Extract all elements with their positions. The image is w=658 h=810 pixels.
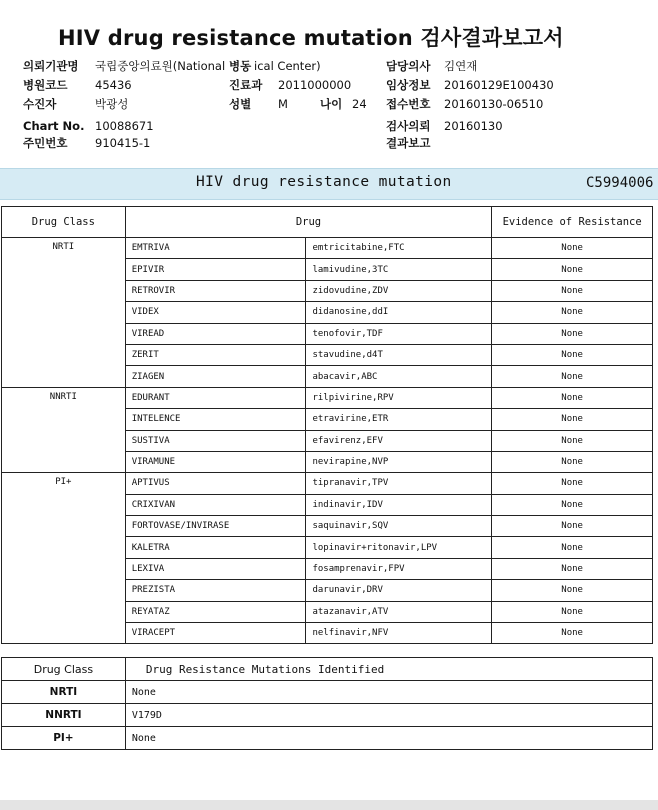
drug-generic-cell: zidovudine,ZDV — [306, 280, 492, 301]
mutation-class-cell: NNRTI — [2, 704, 126, 727]
drug-generic-cell: tipranavir,TPV — [306, 473, 492, 494]
mutation-row — [2, 727, 653, 750]
evidence-cell: None — [492, 494, 653, 515]
evidence-cell: None — [492, 580, 653, 601]
mutation-value-cell: None — [125, 727, 652, 750]
footer-bar — [0, 800, 658, 810]
drug-generic-cell: indinavir,IDV — [306, 494, 492, 515]
drug-generic-cell: darunavir,DRV — [306, 580, 492, 601]
drug-generic-cell: etravirine,ETR — [306, 409, 492, 430]
hospital-code-value: 45436 — [95, 78, 132, 92]
evidence-cell: None — [492, 387, 653, 408]
drug-generic-cell: abacavir,ABC — [306, 366, 492, 387]
evidence-cell: None — [492, 537, 653, 558]
drug-generic-cell: stavudine,d4T — [306, 344, 492, 365]
drug-brand-cell: VIREAD — [125, 323, 306, 344]
drug-generic-cell: lopinavir+ritonavir,LPV — [306, 537, 492, 558]
drug-generic-cell: efavirenz,EFV — [306, 430, 492, 451]
ward-label: 병동 — [229, 59, 252, 73]
header-evidence: Evidence of Resistance — [492, 207, 653, 238]
mutation-table — [1, 657, 653, 750]
mutation-table-header-row — [2, 658, 653, 681]
drug-class-cell: PI+ — [2, 473, 126, 644]
mut-header-drug-class: Drug Class — [2, 658, 126, 681]
drug-generic-cell: lamivudine,3TC — [306, 259, 492, 280]
drug-brand-cell: EPIVIR — [125, 259, 306, 280]
institution-label: 의뢰기관명 — [23, 59, 79, 73]
drug-generic-cell: saquinavir,SQV — [306, 516, 492, 537]
evidence-cell: None — [492, 473, 653, 494]
evidence-cell: None — [492, 238, 653, 259]
hospital-code-label: 병원코드 — [23, 78, 68, 92]
drug-table-header-row — [2, 207, 653, 238]
institution-value: 국립중앙의료원(National — [95, 59, 226, 73]
physician-value: 김연재 — [444, 59, 478, 73]
sex-label: 성별 — [229, 97, 252, 111]
resident-no-value: 910415-1 — [95, 136, 151, 150]
sample-id: C5994006 — [586, 175, 654, 191]
evidence-cell: None — [492, 366, 653, 387]
department-value: 2011000000 — [278, 78, 352, 92]
evidence-cell: None — [492, 516, 653, 537]
drug-generic-cell: atazanavir,ATV — [306, 601, 492, 622]
mutation-row — [2, 681, 653, 704]
report-label: 결과보고 — [386, 136, 431, 150]
drug-generic-cell: nevirapine,NVP — [306, 451, 492, 472]
drug-brand-cell: RETROVIR — [125, 280, 306, 301]
drug-brand-cell: EMTRIVA — [125, 238, 306, 259]
request-value: 20160130 — [444, 119, 503, 133]
drug-class-cell: NNRTI — [2, 387, 126, 473]
chart-no-value: 10088671 — [95, 119, 154, 133]
drug-brand-cell: INTELENCE — [125, 409, 306, 430]
drug-brand-cell: KALETRA — [125, 537, 306, 558]
report-title: HIV drug resistance mutation 검사결과보고서 — [58, 26, 564, 50]
evidence-cell: None — [492, 280, 653, 301]
drug-brand-cell: CRIXIVAN — [125, 494, 306, 515]
mutation-class-cell: NRTI — [2, 681, 126, 704]
drug-brand-cell: ZIAGEN — [125, 366, 306, 387]
evidence-cell: None — [492, 451, 653, 472]
drug-generic-cell: tenofovir,TDF — [306, 323, 492, 344]
evidence-cell: None — [492, 302, 653, 323]
drug-row — [2, 473, 653, 494]
clinical-info-label: 임상정보 — [386, 78, 431, 92]
patient-label: 수진자 — [23, 97, 57, 111]
institution-value-tail: ical Center) — [254, 59, 321, 73]
request-label: 검사의뢰 — [386, 119, 431, 133]
drug-brand-cell: PREZISTA — [125, 580, 306, 601]
patient-value: 박광성 — [95, 97, 129, 111]
drug-generic-cell: rilpivirine,RPV — [306, 387, 492, 408]
mutation-value-cell: V179D — [125, 704, 652, 727]
drug-brand-cell: VIRAMUNE — [125, 451, 306, 472]
banner-title: HIV drug resistance mutation — [196, 174, 452, 190]
physician-label: 담당의사 — [386, 59, 431, 73]
evidence-cell: None — [492, 623, 653, 644]
drug-brand-cell: REYATAZ — [125, 601, 306, 622]
age-value: 24 — [352, 97, 367, 111]
drug-brand-cell: VIDEX — [125, 302, 306, 323]
evidence-cell: None — [492, 601, 653, 622]
drug-brand-cell: EDURANT — [125, 387, 306, 408]
chart-no-label: Chart No. — [23, 119, 85, 133]
drug-generic-cell: emtricitabine,FTC — [306, 238, 492, 259]
mutation-value-cell: None — [125, 681, 652, 704]
drug-resistance-table — [1, 206, 653, 644]
evidence-cell: None — [492, 558, 653, 579]
evidence-cell: None — [492, 344, 653, 365]
evidence-cell: None — [492, 409, 653, 430]
evidence-cell: None — [492, 259, 653, 280]
result-banner — [0, 168, 658, 200]
drug-brand-cell: ZERIT — [125, 344, 306, 365]
drug-brand-cell: SUSTIVA — [125, 430, 306, 451]
drug-class-cell: NRTI — [2, 238, 126, 388]
department-label: 진료과 — [229, 78, 263, 92]
resident-no-label: 주민번호 — [23, 136, 68, 150]
drug-brand-cell: APTIVUS — [125, 473, 306, 494]
drug-brand-cell: LEXIVA — [125, 558, 306, 579]
mutation-class-cell: PI+ — [2, 727, 126, 750]
receipt-no-label: 접수번호 — [386, 97, 431, 111]
drug-brand-cell: FORTOVASE/INVIRASE — [125, 516, 306, 537]
mut-header-mutations: Drug Resistance Mutations Identified — [125, 658, 652, 681]
drug-generic-cell: didanosine,ddI — [306, 302, 492, 323]
receipt-no-value: 20160130-06510 — [444, 97, 544, 111]
sex-value: M — [278, 97, 288, 111]
drug-brand-cell: VIRACEPT — [125, 623, 306, 644]
header-drug-class: Drug Class — [2, 207, 126, 238]
drug-generic-cell: nelfinavir,NFV — [306, 623, 492, 644]
age-label: 나이 — [320, 97, 343, 111]
drug-row — [2, 238, 653, 259]
drug-row — [2, 387, 653, 408]
header-drug: Drug — [125, 207, 492, 238]
clinical-info-value: 20160129E100430 — [444, 78, 554, 92]
drug-generic-cell: fosamprenavir,FPV — [306, 558, 492, 579]
evidence-cell: None — [492, 430, 653, 451]
evidence-cell: None — [492, 323, 653, 344]
mutation-row — [2, 704, 653, 727]
